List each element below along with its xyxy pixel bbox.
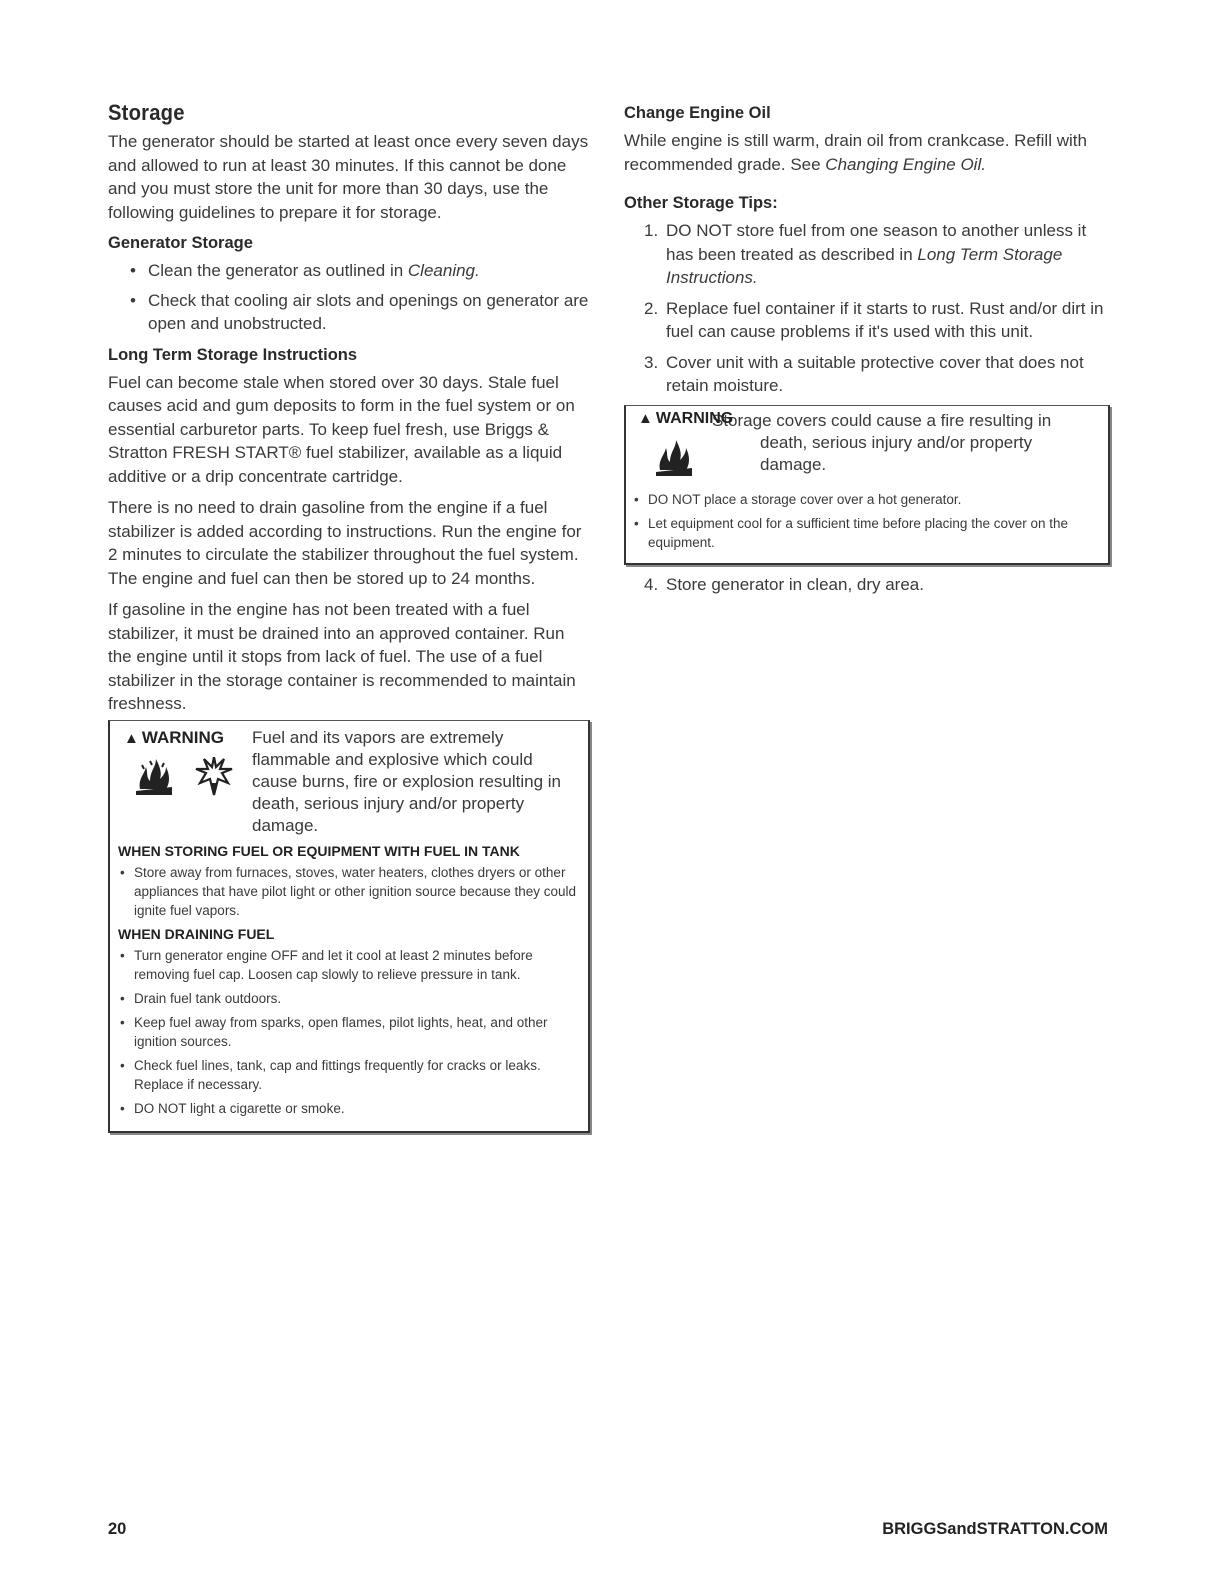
long-term-reference: Long Term Storage Instructions. [666,244,1063,287]
generator-storage-heading: Generator Storage [108,234,253,252]
list-item: • Check that cooling air slots and openings on generator are open and unobstructed. [128,289,590,336]
storing-fuel-list [118,863,580,920]
warning-triangle-icon: ▲ [124,729,139,747]
list-item: • Keep fuel away from sparks, open flames, pilot lights, heat, and other ignition sources. [118,1013,580,1051]
list-item: • Let equipment cool for a sufficient time before placing the cover on the equipment. [632,514,1102,552]
fuel-warning-box [108,720,590,1133]
left-column [108,100,590,1133]
fuel-warning-text: Fuel and its vapors are extremely flammable and explosive which could cause burns, fire or explosion resulting in death, serious injury and/or property damage. [252,727,561,835]
storage-intro: The generator should be started at least once every seven days and allowed to run at least 30 minutes. If this cannot be done and you must store the unit for more than 30 days, use the following guidelines to prepare it for storage. [108,132,589,222]
hazard-icons [132,757,234,797]
draining-fuel-heading: WHEN DRAINING FUEL [118,925,275,942]
change-oil-text: While engine is still warm, drain oil from crankcase. Refill with recommended grade. See Changing Engine Oil. [624,131,1087,174]
warning-label: WARNING [655,409,734,427]
list-item: • DO NOT place a storage cover over a hot generator. [632,490,1102,509]
storing-fuel-heading: WHEN STORING FUEL OR EQUIPMENT WITH FUEL IN TANK [118,842,520,859]
generator-storage-list [108,259,590,336]
list-item: 2. Replace fuel container if it starts to rust. Rust and/or dirt in fuel can cause problems if it's used with this unit. [644,298,1104,341]
long-term-para-3: If gasoline in the engine has not been treated with a fuel stabilizer, it must be drained into an approved container. Run the engine until it stops from lack of fuel. The use of a fuel stabilizer in the storage container is recommended to maintain freshness. [108,600,576,713]
other-tips-list-continued [624,573,1110,597]
list-item: • Turn generator engine OFF and let it cool at least 2 minutes before removing fuel cap. Loosen cap slowly to relieve pressure in tank. [118,946,580,984]
cover-warning-box [624,405,1110,565]
long-term-para-2: There is no need to drain gasoline from the engine if a fuel stabilizer is added according to instructions. Run the engine for 2 minutes to circulate the stabilizer throughout the fuel system. The engine and fuel can then be stored up to 24 months. [108,498,582,588]
cover-warning-list [632,490,1102,552]
long-term-para-1: Fuel can become stale when stored over 30 days. Stale fuel causes acid and gum deposits to form in the fuel system or on essential carburetor parts. To keep fuel fresh, use Briggs & Stratton FRESH START® fuel stabilizer, available as a liquid additive or a drip concentrate cartridge. [108,372,575,486]
fuel-warning-header [118,727,580,837]
list-item: • DO NOT light a cigarette or smoke. [118,1099,580,1118]
right-column [624,100,1110,603]
page-number: 20 [108,1520,127,1538]
long-term-storage-heading: Long Term Storage Instructions [108,345,358,364]
draining-fuel-list [118,946,580,1118]
list-item: 3. Cover unit with a suitable protective cover that does not retain moisture. [644,352,1084,395]
list-item: • Drain fuel tank outdoors. [118,989,580,1008]
warning-triangle-icon: ▲ [638,409,653,427]
list-item: • Clean the generator as outlined in Cleaning. [128,259,590,283]
warning-label: WARNING [141,727,225,747]
website-link: BRIGGSandSTRATTON.COM [882,1520,1108,1538]
fire-hazard-icon [652,438,696,478]
cover-warning-text: Storage covers could cause a fire resulting in death, serious injury and/or property damage. [712,410,1052,474]
other-tips-list [624,219,1110,398]
storage-title: Storage [108,100,185,125]
list-item: • Store away from furnaces, stoves, water heaters, clothes dryers or other appliances that have pilot light or other ignition source because they could ignite fuel vapors. [118,863,580,920]
list-item: 4. Store generator in clean, dry area. [644,574,924,594]
fire-hazard-icon [132,757,176,797]
list-item: 1. DO NOT store fuel from one season to another unless it has been treated as described in Long Term Storage Instructions. [644,221,1087,287]
other-tips-heading: Other Storage Tips: [624,194,778,212]
change-oil-heading: Change Engine Oil [624,104,771,122]
list-item: • Check fuel lines, tank, cap and fittings frequently for cracks or leaks. Replace if necessary. [118,1056,580,1094]
explosion-hazard-icon [194,757,234,797]
changing-oil-reference: Changing Engine Oil. [825,154,986,174]
cleaning-reference: Cleaning. [407,261,480,280]
